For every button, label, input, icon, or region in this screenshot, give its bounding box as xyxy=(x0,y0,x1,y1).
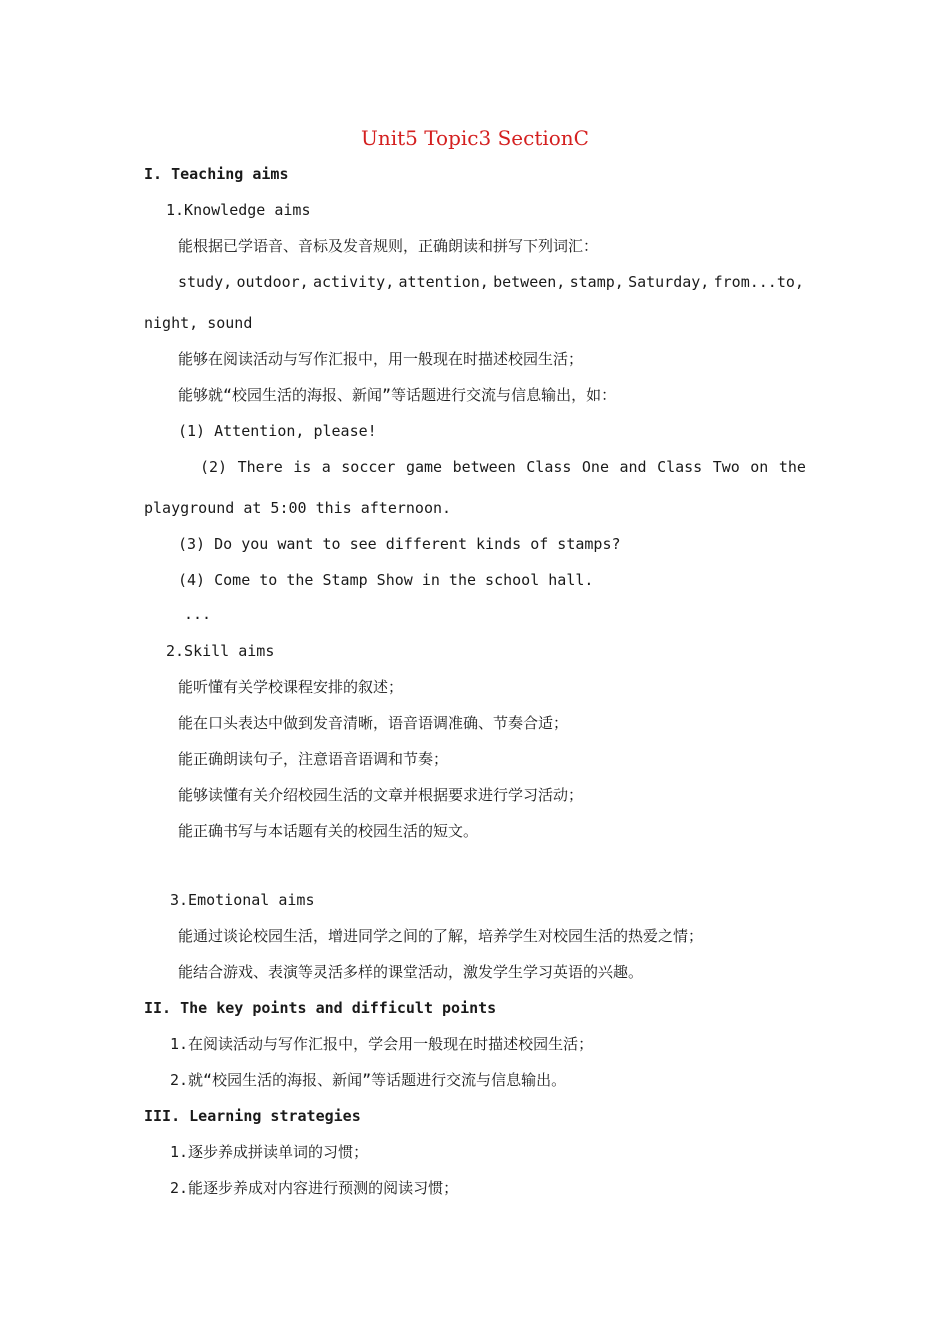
example-word: Two xyxy=(712,458,740,476)
example-word: on xyxy=(750,458,769,476)
vocab-word: attention, xyxy=(398,273,489,291)
example-word: between xyxy=(452,458,516,476)
section-heading-learning-strategies: III. Learning strategies xyxy=(144,1107,361,1125)
skill-aim-item: 能在口头表达中做到发音清晰，语音语调准确、节奏合适； xyxy=(178,714,569,732)
vocab-word: between, xyxy=(493,273,566,291)
vocabulary-list xyxy=(178,272,804,292)
subheading-skill-aims: 2.Skill aims xyxy=(166,642,275,660)
example-word: and xyxy=(619,458,647,476)
example-word: is xyxy=(293,458,312,476)
ellipsis: ... xyxy=(184,605,212,623)
key-point-item: 1.在阅读活动与写作汇报中，学会用一般现在时描述校园生活； xyxy=(170,1035,594,1053)
key-point-item: 2.就“校园生活的海报、新闻”等话题进行交流与信息输出。 xyxy=(170,1071,567,1089)
example-word: One xyxy=(581,458,609,476)
example-word: Class xyxy=(657,458,703,476)
emotional-aim-item: 能结合游戏、表演等灵活多样的课堂活动，激发学生学习英语的兴趣。 xyxy=(178,963,644,981)
vocab-word: from...to, xyxy=(713,273,804,291)
example-word: game xyxy=(405,458,443,476)
skill-aim-item: 能正确书写与本话题有关的校园生活的短文。 xyxy=(178,822,479,840)
skill-aim-item: 能听懂有关学校课程安排的叙述； xyxy=(178,678,404,696)
emotional-aim-item: 能通过谈论校园生活，增进同学之间的了解，培养学生对校园生活的热爱之情； xyxy=(178,927,704,945)
example-sentence-continued: playground at 5:00 this afternoon. xyxy=(144,499,452,517)
example-word: a xyxy=(321,458,331,476)
section-heading-key-points: II. The key points and difficult points xyxy=(144,999,497,1017)
subheading-knowledge-aims: 1.Knowledge aims xyxy=(166,201,311,219)
vocab-word: activity, xyxy=(312,273,395,291)
strategy-item: 2.能逐步养成对内容进行预测的阅读习惯； xyxy=(170,1179,459,1197)
vocab-word: Saturday, xyxy=(628,273,710,291)
example-sentence: (3) Do you want to see different kinds of stamps? xyxy=(178,535,621,553)
knowledge-aim-line: 能够就“校园生活的海报、新闻”等话题进行交流与信息输出，如： xyxy=(178,386,617,404)
document-title: Unit5 Topic3 SectionC xyxy=(361,126,589,150)
subheading-emotional-aims: 3.Emotional aims xyxy=(170,891,315,909)
example-word: the xyxy=(778,458,806,476)
strategy-item: 1.逐步养成拼读单词的习惯； xyxy=(170,1143,369,1161)
vocab-word: stamp, xyxy=(569,273,624,291)
example-word: (2) xyxy=(200,458,228,476)
vocab-word: study, xyxy=(178,273,233,291)
vocab-word: outdoor, xyxy=(236,273,309,291)
example-sentence: (4) Come to the Stamp Show in the school hall. xyxy=(178,571,594,589)
example-word: There xyxy=(237,458,283,476)
example-word: soccer xyxy=(341,458,396,476)
knowledge-aim-line: 能根据已学语音、音标及发音规则，正确朗读和拼写下列词汇： xyxy=(178,237,599,255)
example-sentence: (1) Attention, please! xyxy=(178,422,377,440)
example-sentence xyxy=(200,457,806,477)
skill-aim-item: 能正确朗读句子，注意语音语调和节奏； xyxy=(178,750,449,768)
skill-aim-item: 能够读懂有关介绍校园生活的文章并根据要求进行学习活动； xyxy=(178,786,584,804)
example-word: Class xyxy=(526,458,572,476)
vocabulary-list-continued: night, sound xyxy=(144,314,253,332)
section-heading-teaching-aims: I. Teaching aims xyxy=(144,165,289,183)
knowledge-aim-line: 能够在阅读活动与写作汇报中，用一般现在时描述校园生活； xyxy=(178,350,584,368)
